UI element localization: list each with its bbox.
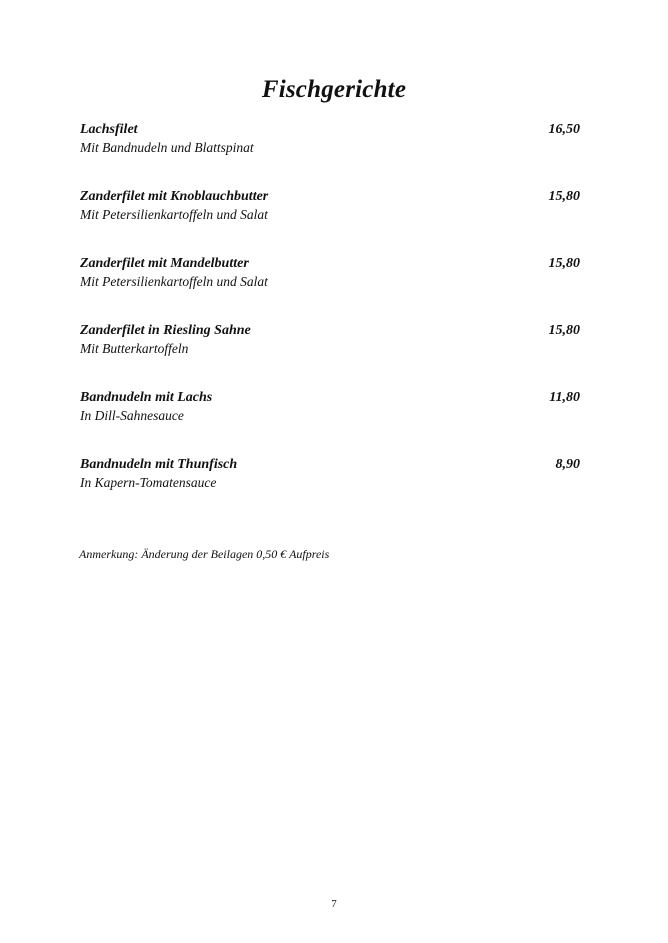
surcharge-note: Anmerkung: Änderung der Beilagen 0,50 € Aufpreis <box>79 547 330 561</box>
item-description: In Kapern-Tomatensauce <box>80 475 217 490</box>
page-number: 7 <box>331 898 337 910</box>
item-price: 8,90 <box>555 457 580 472</box>
item-price: 15,80 <box>548 256 580 271</box>
item-description: In Dill-Sahnesauce <box>80 408 184 423</box>
item-name: Bandnudeln mit Thunfisch <box>80 457 238 472</box>
item-price: 15,80 <box>548 189 580 204</box>
item-price: 11,80 <box>549 390 580 405</box>
item-price: 15,80 <box>548 323 580 338</box>
menu-list <box>80 121 580 523</box>
menu-item <box>80 322 580 389</box>
item-description: Mit Petersilienkartoffeln und Salat <box>80 274 268 289</box>
item-price: 16,50 <box>548 122 580 137</box>
item-description: Mit Butterkartoffeln <box>80 341 189 356</box>
page-title: Fischgerichte <box>261 76 407 103</box>
menu-item <box>80 389 580 456</box>
item-description: Mit Petersilienkartoffeln und Salat <box>80 207 268 222</box>
item-description: Mit Bandnudeln und Blattspinat <box>80 140 254 155</box>
item-name: Zanderfilet mit Mandelbutter <box>80 256 249 271</box>
menu-item <box>80 188 580 255</box>
menu-item <box>80 255 580 322</box>
menu-item <box>80 456 580 523</box>
item-name: Zanderfilet mit Knoblauchbutter <box>80 189 269 204</box>
menu-item <box>80 121 580 188</box>
item-name: Bandnudeln mit Lachs <box>80 390 213 405</box>
item-name: Zanderfilet in Riesling Sahne <box>80 323 251 338</box>
item-name: Lachsfilet <box>80 122 138 137</box>
